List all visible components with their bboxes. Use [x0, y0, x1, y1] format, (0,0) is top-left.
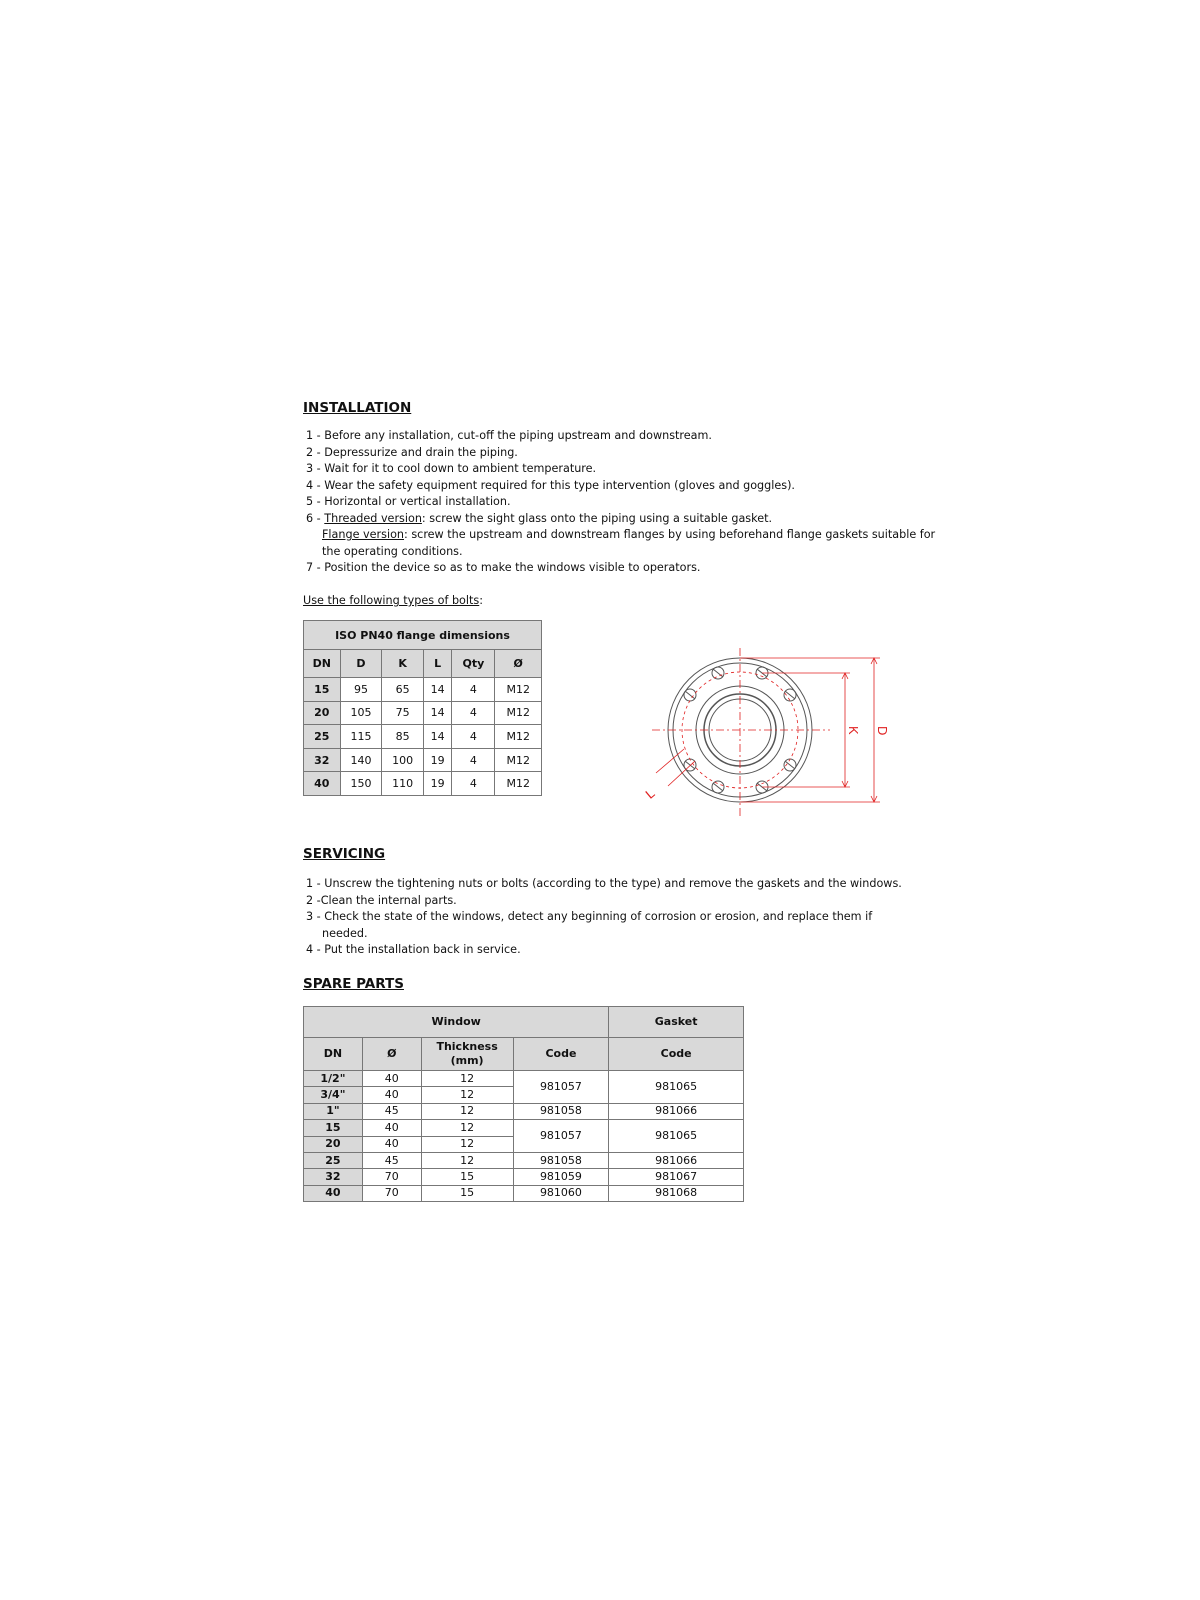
list-item: needed. [322, 926, 368, 940]
list-item: 2 - Depressurize and drain the piping. [306, 445, 518, 459]
table-row [304, 701, 542, 725]
table-cell: M12 [495, 748, 542, 772]
table-cell: 3/4" [304, 1087, 363, 1103]
spare-parts-table [303, 1006, 744, 1202]
table-cell: 20 [304, 1136, 363, 1152]
l-label: L [642, 785, 658, 802]
table-cell: 40 [362, 1087, 421, 1103]
list-item: 3 - Wait for it to cool down to ambient temperature. [306, 462, 597, 475]
table-cell: 45 [362, 1103, 421, 1119]
table-cell: 40 [362, 1120, 421, 1136]
list-item: 4 - Put the installation back in service. [306, 943, 521, 956]
bolts-note-colon: : [479, 594, 483, 607]
table-cell: M12 [495, 678, 542, 702]
window-code-cell: 981058 [513, 1152, 609, 1168]
list-item: the operating conditions. [322, 544, 463, 558]
gasket-code-cell: 981068 [609, 1185, 744, 1201]
spare-parts-heading: SPARE PARTS [303, 976, 404, 992]
thickness-header: Thickness [436, 1040, 498, 1053]
thickness-unit: (mm) [450, 1054, 484, 1067]
table-title: ISO PN40 flange dimensions [304, 621, 542, 650]
table-row [304, 1103, 744, 1119]
installation-heading: INSTALLATION [303, 400, 412, 416]
table-cell: 150 [340, 772, 382, 796]
threaded-version-label: Threaded version [324, 511, 422, 525]
d-label: D [875, 726, 890, 736]
k-label: K [846, 726, 861, 735]
gasket-group-header: Gasket [609, 1007, 744, 1038]
table-cell: 12 [421, 1087, 513, 1103]
step-number: 6 - [306, 511, 325, 525]
list-item: 4 - Wear the safety equipment required for this type intervention (gloves and goggles). [306, 478, 795, 492]
list-item [306, 511, 935, 528]
bolts-note [303, 594, 483, 607]
table-row [304, 725, 542, 749]
column-header: K [382, 650, 424, 678]
table-cell: 70 [362, 1169, 421, 1185]
table-cell: 65 [382, 678, 424, 702]
servicing-heading: SERVICING [303, 846, 386, 862]
table-row [304, 1152, 744, 1168]
servicing-steps [306, 876, 902, 959]
table-cell: 1" [304, 1103, 363, 1119]
column-header: Ø [495, 650, 542, 678]
bolts-note-text: Use the following types of bolts [303, 594, 480, 607]
table-cell: M12 [495, 772, 542, 796]
table-cell: 115 [340, 725, 382, 749]
table-cell: 25 [304, 725, 341, 749]
column-header [421, 1038, 513, 1071]
table-cell: M12 [495, 701, 542, 725]
table-cell: 12 [421, 1071, 513, 1087]
table-cell: 85 [382, 725, 424, 749]
table-cell: 45 [362, 1152, 421, 1168]
table-cell: 4 [452, 748, 495, 772]
table-cell: 14 [423, 701, 451, 725]
installation-steps [306, 428, 935, 577]
table-row [304, 1185, 744, 1201]
table-cell: 40 [362, 1071, 421, 1087]
gasket-code-cell: 981065 [609, 1120, 744, 1153]
table-cell: 20 [304, 701, 341, 725]
window-code-cell: 981059 [513, 1169, 609, 1185]
flange-version-text: : screw the upstream and downstream flanges by using beforehand flange gaskets suitable for [404, 528, 936, 541]
table-cell: 19 [423, 748, 451, 772]
window-code-cell: 981057 [513, 1071, 609, 1104]
list-item: 1 - Unscrew the tightening nuts or bolts (according to the type) and remove the gaskets and the windows. [306, 877, 902, 890]
column-header: DN [304, 650, 341, 678]
table-cell: M12 [495, 725, 542, 749]
table-cell: 40 [304, 1185, 363, 1201]
table-cell: 19 [423, 772, 451, 796]
list-item: 7 - Position the device so as to make the windows visible to operators. [306, 561, 701, 574]
table-row [304, 748, 542, 772]
table-cell: 15 [421, 1169, 513, 1185]
column-header: Code [609, 1038, 744, 1071]
table-cell: 140 [340, 748, 382, 772]
table-cell: 100 [382, 748, 424, 772]
column-header: D [340, 650, 382, 678]
table-cell: 15 [421, 1185, 513, 1201]
table-cell: 12 [421, 1120, 513, 1136]
table-cell: 4 [452, 701, 495, 725]
table-cell: 4 [452, 772, 495, 796]
table-cell: 14 [423, 678, 451, 702]
flange-dimensions-table [303, 620, 542, 796]
table-row [304, 772, 542, 796]
list-item: 1 - Before any installation, cut-off the piping upstream and downstream. [306, 429, 712, 442]
window-code-cell: 981058 [513, 1103, 609, 1119]
table-cell: 25 [304, 1152, 363, 1168]
gasket-code-cell: 981066 [609, 1103, 744, 1119]
table-cell: 95 [340, 678, 382, 702]
gasket-code-cell: 981065 [609, 1071, 744, 1104]
gasket-code-cell: 981067 [609, 1169, 744, 1185]
table-row [304, 1120, 744, 1136]
window-code-cell: 981060 [513, 1185, 609, 1201]
table-cell: 14 [423, 725, 451, 749]
window-group-header: Window [304, 1007, 609, 1038]
column-header: Qty [452, 650, 495, 678]
table-cell: 4 [452, 725, 495, 749]
list-item: 5 - Horizontal or vertical installation. [306, 495, 511, 508]
table-cell: 12 [421, 1152, 513, 1168]
table-cell: 1/2" [304, 1071, 363, 1087]
window-code-cell: 981057 [513, 1120, 609, 1153]
table-row [304, 1169, 744, 1185]
column-header: Code [513, 1038, 609, 1071]
table-cell: 15 [304, 1120, 363, 1136]
table-cell: 40 [304, 772, 341, 796]
table-cell: 12 [421, 1103, 513, 1119]
threaded-version-text: : screw the sight glass onto the piping using a suitable gasket. [421, 511, 773, 525]
flange-version-label: Flange version [322, 528, 405, 541]
gasket-code-cell: 981066 [609, 1152, 744, 1168]
table-cell: 75 [382, 701, 424, 725]
list-item: 2 -Clean the internal parts. [306, 893, 457, 907]
table-row [304, 678, 542, 702]
table-cell: 4 [452, 678, 495, 702]
table-cell: 110 [382, 772, 424, 796]
column-header: L [423, 650, 451, 678]
table-cell: 12 [421, 1136, 513, 1152]
column-header: Ø [362, 1038, 421, 1071]
column-header: DN [304, 1038, 363, 1071]
list-item: 3 - Check the state of the windows, detect any beginning of corrosion or erosion, and replace them if [306, 910, 873, 923]
table-cell: 32 [304, 748, 341, 772]
table-cell: 105 [340, 701, 382, 725]
list-item [306, 527, 935, 544]
table-cell: 15 [304, 678, 341, 702]
table-row [304, 1071, 744, 1087]
table-cell: 32 [304, 1169, 363, 1185]
flange-drawing [640, 648, 900, 823]
table-cell: 70 [362, 1185, 421, 1201]
table-cell: 40 [362, 1136, 421, 1152]
